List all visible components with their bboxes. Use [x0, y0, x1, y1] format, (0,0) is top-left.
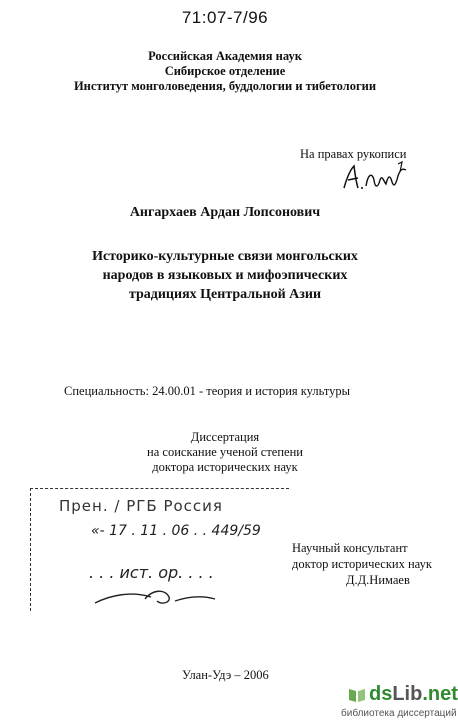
city-year: Улан-Удэ – 2006: [182, 668, 269, 682]
institution-block: [0, 49, 450, 94]
book-icon: [347, 686, 367, 704]
institution-line-branch: Сибирское отделение: [164, 64, 286, 78]
diss-line-2: на соискание ученой степени: [147, 445, 303, 459]
stamp-line-1: Прен. / РГБ Россия: [59, 497, 223, 515]
stamp-line-3: . . . ист. ор. . . .: [89, 563, 214, 582]
advisor-name: Д.Д.Нимаев: [346, 573, 410, 587]
title-line-3: традициях Центральной Азии: [128, 287, 322, 302]
library-stamp: [30, 488, 289, 611]
institution-line-academy: Российская Академия наук: [148, 49, 302, 63]
advisor-block: [292, 540, 432, 588]
dissertation-type: [0, 430, 450, 475]
advisor-degree: доктор исторических наук: [292, 557, 432, 571]
watermark-logo: dsLib.net: [369, 683, 458, 705]
title-line-2: народов в языковых и мифоэпических: [102, 268, 348, 283]
manuscript-note: На правах рукописи: [300, 147, 407, 161]
dslib-watermark[interactable]: [341, 683, 458, 721]
diss-line-3: доктора исторических наук: [152, 460, 298, 474]
advisor-role: Научный консультант: [292, 541, 408, 555]
handwritten-signature: [340, 160, 410, 196]
institution-line-institute: Институт монголоведения, буддологии и тибетологии: [73, 79, 377, 93]
author-name: Ангархаев Ардан Лопсонович: [129, 205, 321, 220]
diss-line-1: Диссертация: [190, 430, 260, 444]
stamp-scribble: [91, 585, 221, 611]
catalog-number: 71:07-7/96: [181, 8, 269, 27]
watermark-subtitle: библиотека диссертаций: [341, 708, 457, 719]
stamp-line-2: «- 17 . 11 . 06 . . 449/59: [91, 523, 261, 539]
dissertation-title: [0, 247, 450, 304]
specialty-line: Специальность: 24.00.01 - теория и история культуры: [64, 384, 351, 398]
title-line-1: Историко-культурные связи монгольских: [92, 249, 358, 264]
